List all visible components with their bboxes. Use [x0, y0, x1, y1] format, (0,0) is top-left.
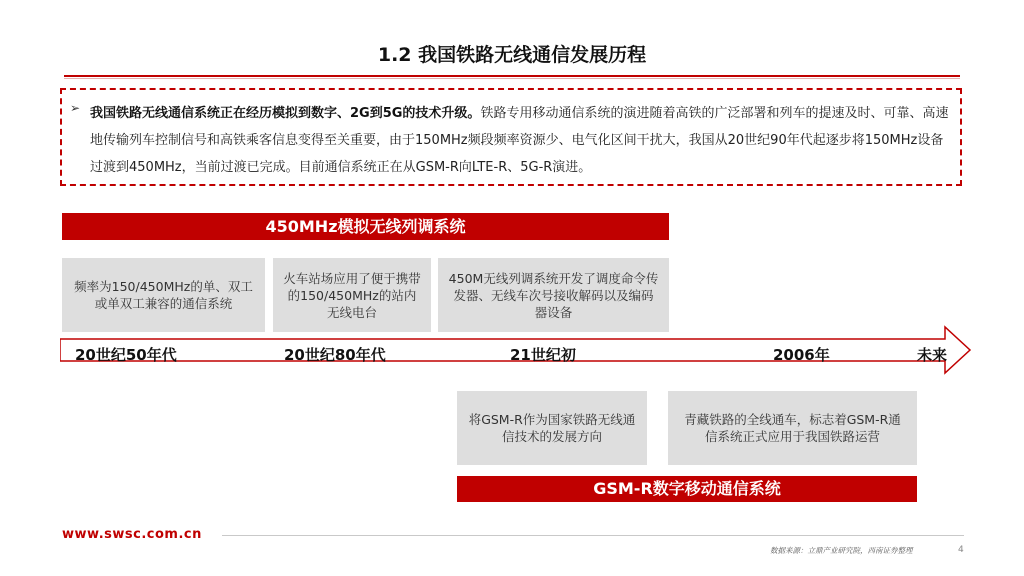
milestone-card-qinghai-tibet: 青藏铁路的全线通车，标志着GSM-R通信系统正式应用于我国铁路运营: [668, 391, 917, 465]
footer-website-link[interactable]: www.swsc.com.cn: [62, 527, 202, 542]
footer-divider: [222, 535, 964, 536]
summary-body: 铁路专用移动通信系统的演进随着高铁的广泛部署和列车的提速及时、可靠、高速地传输列车控制信号和高铁乘客信息变得至关重要，由于150MHz频段频率资源少、电气化区间干扰大，我国从20世纪90年代起逐步将150MHz设备过渡到450MHz，当前过渡已完成。目前通信系统正在从GSM-R向LTE-R、5G-R演进。: [90, 106, 949, 175]
analog-system-band: 450MHz模拟无线列调系统: [62, 213, 669, 240]
timeline-label-1950s: 20世纪50年代: [75, 346, 177, 364]
page-title: 1.2 我国铁路无线通信发展历程: [377, 44, 647, 66]
title-divider: [64, 75, 960, 77]
milestone-card-gsmr-direction: 将GSM-R作为国家铁路无线通信技术的发展方向: [457, 391, 647, 465]
timeline-label-2006: 2006年: [773, 346, 830, 364]
timeline-label-1980s: 20世纪80年代: [284, 346, 386, 364]
timeline-label-2000s: 21世纪初: [510, 346, 576, 364]
title-divider-thin: [64, 78, 960, 79]
timeline-label-future: 未来: [917, 346, 948, 364]
milestone-card-1980s: 火车站场应用了便于携带的150/450MHz的站内无线电台: [273, 258, 431, 332]
summary-text: [90, 100, 954, 181]
arrow-bullet-icon: ➢: [70, 101, 81, 115]
digital-system-band: GSM-R数字移动通信系统: [457, 476, 917, 502]
page-number: 4: [958, 545, 964, 555]
milestone-card-2000s: 450M无线列调系统开发了调度命令传发器、无线车次号接收解码以及编码器设备: [438, 258, 669, 332]
footer-source-note: 数据来源：立鼎产业研究院，西南证券整理: [770, 546, 913, 555]
milestone-card-1950s: 频率为150/450MHz的单、双工或单双工兼容的通信系统: [62, 258, 265, 332]
summary-lead: 我国铁路无线通信系统正在经历模拟到数字、2G到5G的技术升级。: [90, 106, 481, 121]
